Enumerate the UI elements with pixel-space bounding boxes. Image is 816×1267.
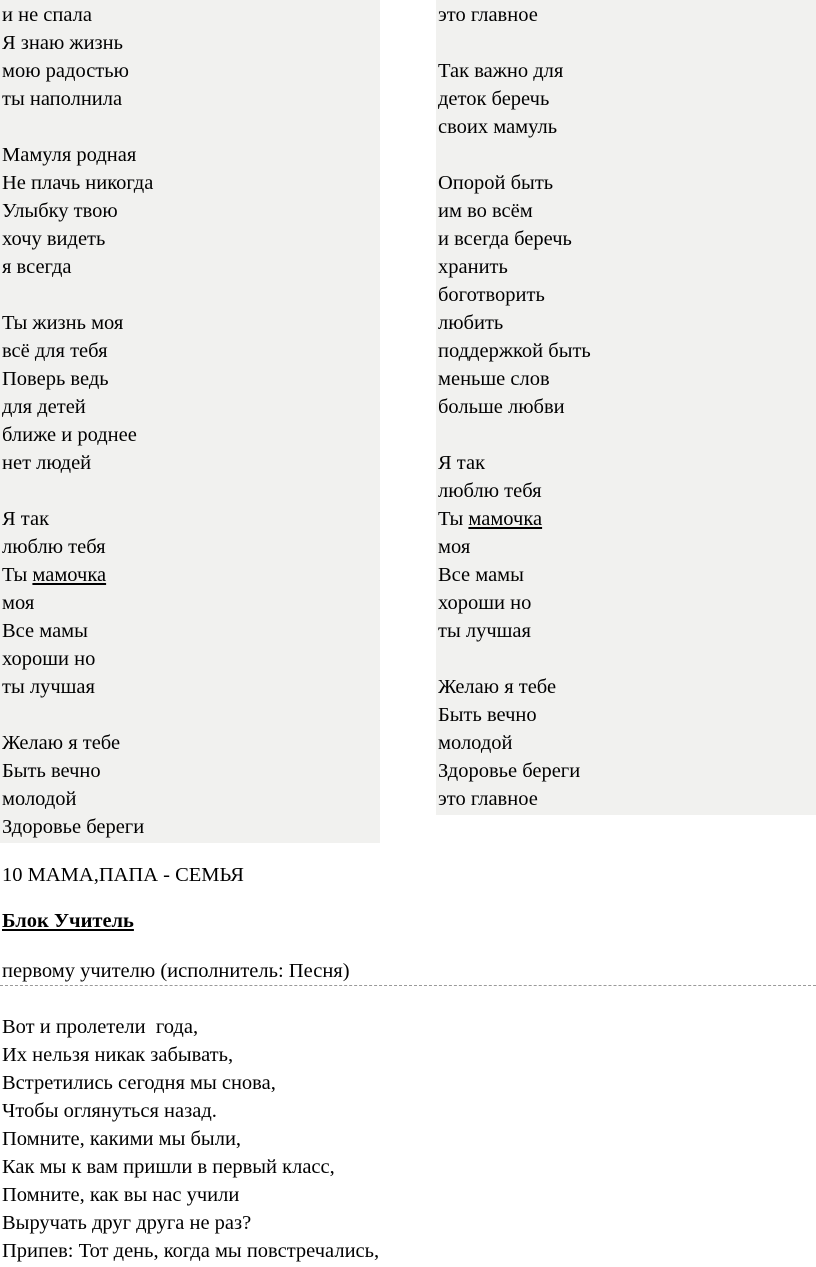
right-line-19-prefix: Ты <box>438 508 469 530</box>
right-line-23: ты лучшая <box>438 620 531 642</box>
left-line-21 <box>2 561 106 589</box>
right-line-4: деток беречь <box>438 88 550 110</box>
verse-line-1: Вот и пролетели года, <box>2 1016 199 1038</box>
left-line-27: Желаю я тебе <box>2 732 121 754</box>
left-line-7: Не плачь никогда <box>2 172 154 194</box>
verse-line-8: Выручать друг друга не раз? <box>2 1212 252 1234</box>
verse-line-7: Помните, как вы нас учили <box>2 1184 240 1206</box>
left-line-9: хочу видеть <box>2 228 106 250</box>
left-line-1: и не спала <box>2 4 92 26</box>
right-line-1: это главное <box>438 4 538 26</box>
left-line-23: Все мамы <box>2 620 88 642</box>
left-line-19: Я так <box>2 508 50 530</box>
song-heading: 10 МАМА,ПАПА - СЕМЬЯ <box>2 864 244 886</box>
left-line-30: Здоровье береги <box>2 816 145 838</box>
left-line-15: для детей <box>2 396 86 418</box>
right-line-14: меньше слов <box>438 368 550 390</box>
left-line-6: Мамуля родная <box>2 144 137 166</box>
left-underlined-word: мамочка <box>32 564 107 586</box>
verse-line-9: Припев: Тот день, когда мы повстречались, <box>2 1240 380 1262</box>
verse-line-6: Как мы к вам пришли в первый класс, <box>2 1156 335 1178</box>
right-line-27: молодой <box>438 732 513 754</box>
verse-line-4: Чтобы оглянуться назад. <box>2 1100 217 1122</box>
left-line-28: Быть вечно <box>2 760 101 782</box>
left-line-2: Я знаю жизнь <box>2 32 123 54</box>
song-subtitle: первому учителю (исполнитель: Песня) <box>2 960 350 982</box>
left-line-10: я всегда <box>2 256 72 278</box>
right-line-11: боготворить <box>438 284 545 306</box>
right-line-3: Так важно для <box>438 60 564 82</box>
right-line-29: это главное <box>438 788 538 810</box>
left-line-21-prefix: Ты <box>2 564 33 586</box>
block-title: Блок Учитель <box>2 910 134 932</box>
right-line-12: любить <box>438 312 504 334</box>
verse-line-3: Встретились сегодня мы снова, <box>2 1072 276 1094</box>
left-line-16: ближе и роднее <box>2 424 137 446</box>
left-line-22: моя <box>2 592 35 614</box>
left-line-12: Ты жизнь моя <box>2 312 124 334</box>
right-line-18: люблю тебя <box>438 480 542 502</box>
right-line-19 <box>438 505 542 533</box>
right-line-9: и всегда беречь <box>438 228 572 250</box>
right-line-28: Здоровье береги <box>438 760 581 782</box>
left-line-4: ты наполнила <box>2 88 123 110</box>
left-line-14: Поверь ведь <box>2 368 109 390</box>
right-line-20: моя <box>438 536 471 558</box>
right-line-26: Быть вечно <box>438 704 537 726</box>
right-line-7: Опорой быть <box>438 172 554 194</box>
right-line-15: больше любви <box>438 396 565 418</box>
right-line-25: Желаю я тебе <box>438 676 557 698</box>
left-line-24: хороши но <box>2 648 96 670</box>
left-line-20: люблю тебя <box>2 536 106 558</box>
verse-line-5: Помните, какими мы были, <box>2 1128 242 1150</box>
right-line-22: хороши но <box>438 592 532 614</box>
right-underlined-word: мамочка <box>468 508 543 530</box>
right-line-5: своих мамуль <box>438 116 558 138</box>
right-line-10: хранить <box>438 256 508 278</box>
right-line-21: Все мамы <box>438 564 524 586</box>
left-line-13: всё для тебя <box>2 340 108 362</box>
left-line-25: ты лучшая <box>2 676 95 698</box>
right-line-13: поддержкой быть <box>438 340 591 362</box>
dashed-divider <box>0 985 816 986</box>
left-line-8: Улыбку твою <box>2 200 118 222</box>
right-line-17: Я так <box>438 452 486 474</box>
right-lyrics-column <box>436 0 816 815</box>
left-line-17: нет людей <box>2 452 92 474</box>
left-lyrics-column <box>0 0 380 843</box>
verse-line-2: Их нельзя никак забывать, <box>2 1044 234 1066</box>
left-line-29: молодой <box>2 788 77 810</box>
right-line-8: им во всём <box>438 200 533 222</box>
left-line-3: мою радостью <box>2 60 129 82</box>
